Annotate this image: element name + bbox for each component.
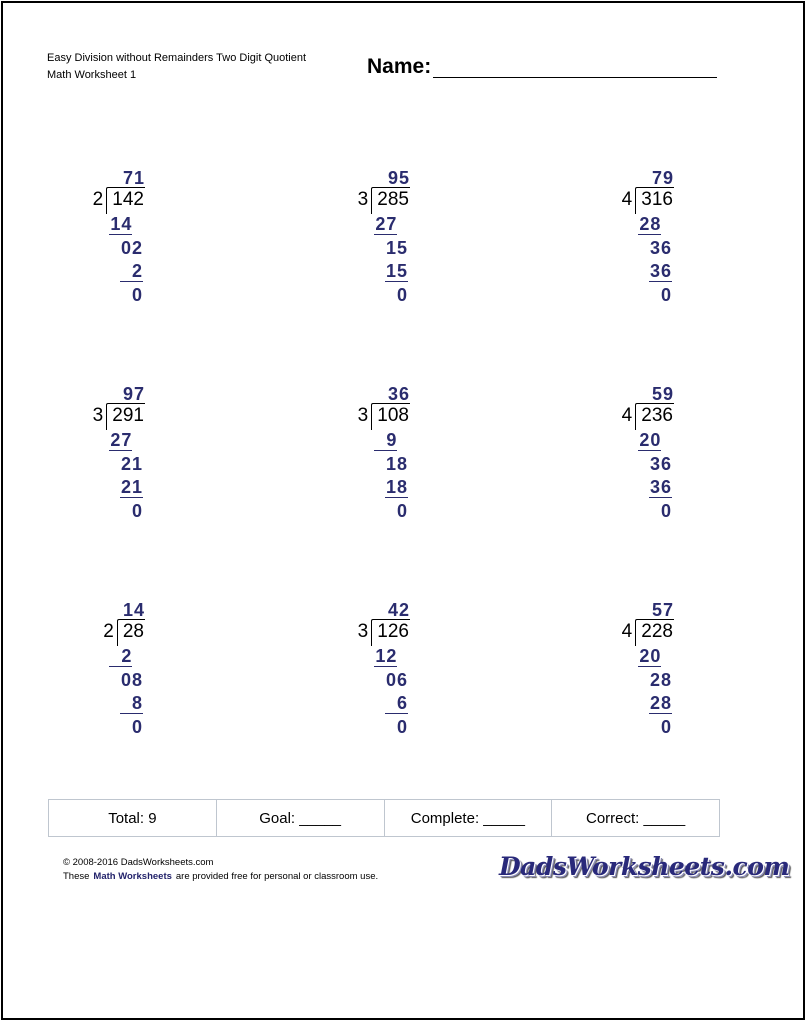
remainder-final: 0 xyxy=(660,717,672,737)
product-step: 2 xyxy=(121,646,133,666)
product-step: 28 xyxy=(639,214,662,234)
dadsworksheets-logo[interactable]: DadsWorksheets.com xyxy=(499,852,790,881)
dividend: 142 xyxy=(112,189,144,210)
product-step: 6 xyxy=(396,693,408,713)
quotient: 57 xyxy=(651,600,674,620)
difference-step: 18 xyxy=(385,454,408,474)
subtraction-line xyxy=(638,666,661,667)
quotient: 14 xyxy=(122,600,145,620)
divisor: 2 xyxy=(92,189,104,210)
remainder-final: 0 xyxy=(396,285,408,305)
division-problem xyxy=(564,384,674,534)
subtraction-line xyxy=(109,234,132,235)
quotient: 59 xyxy=(651,384,674,404)
name-field xyxy=(367,55,717,79)
score-table xyxy=(48,799,720,837)
divisor: 3 xyxy=(357,189,369,210)
subtraction-line xyxy=(649,281,672,282)
division-problem xyxy=(35,168,145,318)
dividend: 126 xyxy=(377,621,409,642)
dividend: 236 xyxy=(641,405,673,426)
division-problem xyxy=(35,600,145,750)
product-step: 27 xyxy=(110,430,133,450)
usage-text xyxy=(63,870,378,884)
product-step: 20 xyxy=(639,646,662,666)
quotient: 71 xyxy=(122,168,145,188)
product-step: 36 xyxy=(649,261,672,281)
difference-step: 02 xyxy=(120,238,143,258)
score-goal: Goal: _____ xyxy=(217,800,385,836)
subtraction-line xyxy=(120,713,143,714)
divisor: 2 xyxy=(103,621,114,642)
product-step: 14 xyxy=(110,214,133,234)
product-step: 18 xyxy=(385,477,408,497)
divisor: 4 xyxy=(621,405,633,426)
division-problem xyxy=(35,384,145,534)
subtraction-line xyxy=(385,497,408,498)
subtraction-line xyxy=(649,497,672,498)
divisor: 4 xyxy=(621,621,633,642)
difference-step: 36 xyxy=(649,454,672,474)
subtraction-line xyxy=(385,713,408,714)
subtraction-line xyxy=(120,281,143,282)
product-step: 9 xyxy=(386,430,398,450)
difference-step: 06 xyxy=(385,670,408,690)
name-label: Name: xyxy=(367,55,432,78)
product-step: 21 xyxy=(120,477,143,497)
product-step: 2 xyxy=(131,261,143,281)
dividend: 291 xyxy=(112,405,144,426)
copyright-text: © 2008-2016 DadsWorksheets.com xyxy=(63,857,214,868)
division-problem xyxy=(564,600,674,750)
quotient: 36 xyxy=(387,384,410,404)
dividend: 285 xyxy=(377,189,409,210)
divisor: 4 xyxy=(621,189,633,210)
difference-step: 15 xyxy=(385,238,408,258)
worksheet-title xyxy=(47,50,306,84)
remainder-final: 0 xyxy=(396,717,408,737)
difference-step: 28 xyxy=(649,670,672,690)
divisor: 3 xyxy=(357,621,369,642)
product-step: 36 xyxy=(649,477,672,497)
difference-step: 36 xyxy=(649,238,672,258)
divisor: 3 xyxy=(92,405,104,426)
score-total: Total: 9 xyxy=(49,800,217,836)
subtraction-line xyxy=(638,234,661,235)
remainder-final: 0 xyxy=(131,717,143,737)
difference-step: 08 xyxy=(120,670,143,690)
subtraction-line xyxy=(638,450,661,451)
remainder-final: 0 xyxy=(660,501,672,521)
title-line-1: Easy Division without Remainders Two Digit Quotient xyxy=(47,52,307,64)
product-step: 8 xyxy=(131,693,143,713)
quotient: 97 xyxy=(122,384,145,404)
worksheet-page xyxy=(1,1,805,1020)
dividend: 228 xyxy=(641,621,673,642)
usage-suffix: are provided free for personal or classroom use. xyxy=(175,871,379,882)
dividend: 108 xyxy=(377,405,409,426)
title-line-2: Math Worksheet 1 xyxy=(47,69,137,81)
divisor: 3 xyxy=(357,405,369,426)
subtraction-line xyxy=(374,234,397,235)
remainder-final: 0 xyxy=(131,285,143,305)
subtraction-line xyxy=(120,497,143,498)
name-blank-line[interactable] xyxy=(433,57,717,78)
remainder-final: 0 xyxy=(660,285,672,305)
product-step: 20 xyxy=(639,430,662,450)
division-problem xyxy=(300,168,410,318)
quotient: 79 xyxy=(651,168,674,188)
math-worksheets-link[interactable]: Math Worksheets xyxy=(93,871,172,882)
product-step: 12 xyxy=(375,646,398,666)
subtraction-line xyxy=(374,450,397,451)
footer xyxy=(63,856,378,884)
difference-step: 21 xyxy=(120,454,143,474)
subtraction-line xyxy=(374,666,397,667)
product-step: 27 xyxy=(375,214,398,234)
quotient: 42 xyxy=(387,600,410,620)
division-problem xyxy=(300,384,410,534)
division-problem xyxy=(300,600,410,750)
remainder-final: 0 xyxy=(396,501,408,521)
dividend: 316 xyxy=(641,189,673,210)
score-complete: Complete: _____ xyxy=(385,800,553,836)
subtraction-line xyxy=(649,713,672,714)
division-problem xyxy=(564,168,674,318)
remainder-final: 0 xyxy=(131,501,143,521)
product-step: 15 xyxy=(385,261,408,281)
product-step: 28 xyxy=(649,693,672,713)
score-correct: Correct: _____ xyxy=(586,809,686,827)
subtraction-line xyxy=(385,281,408,282)
subtraction-line xyxy=(109,666,132,667)
usage-prefix: These xyxy=(63,871,90,882)
dividend: 28 xyxy=(122,621,144,642)
quotient: 95 xyxy=(387,168,410,188)
subtraction-line xyxy=(109,450,132,451)
